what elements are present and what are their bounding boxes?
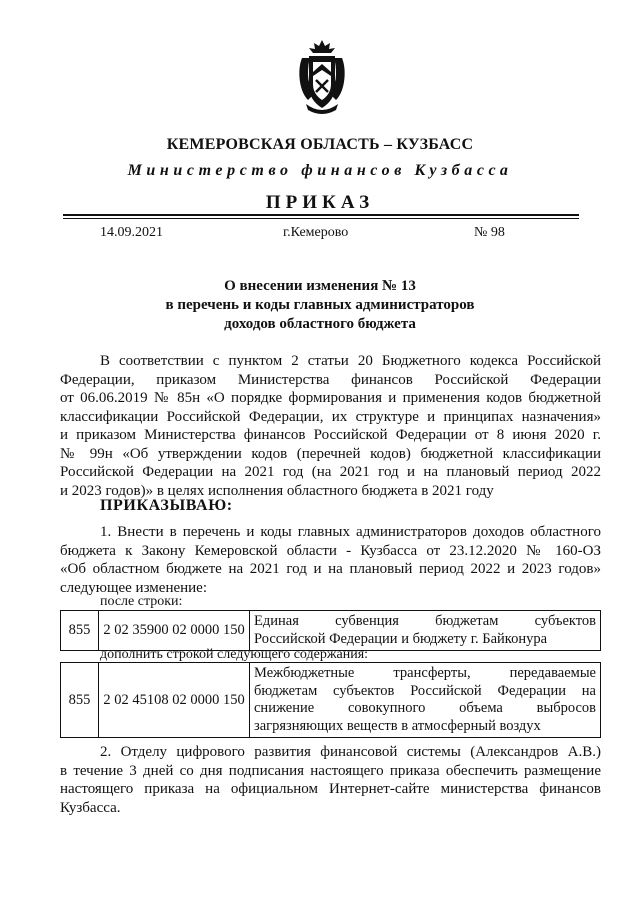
document-city: г.Кемерово: [283, 225, 349, 240]
text-line: «Об областном бюджете на 2021 год и на плановый период 2022 и 2023 годов»: [60, 561, 601, 577]
document-type: ПРИКАЗ: [265, 192, 375, 213]
item-1-paragraph: [60, 523, 601, 597]
income-name-cell: [250, 611, 601, 651]
document-number: № 98: [474, 225, 505, 240]
item-2-paragraph: [60, 743, 601, 817]
new-row-table: [60, 662, 601, 738]
text-line: 1. Внести в перечень и коды главных администраторов доходов областного: [100, 524, 601, 540]
text-line: Федерации, приказом Министерства финансов Российской Федерации: [60, 371, 601, 388]
text-line: бюджета к Закону Кемеровской области - Кузбасса от 23.12.2020 № 160-ОЗ: [60, 542, 601, 559]
document-date: 14.09.2021: [100, 225, 163, 240]
admin-code-cell: 855: [61, 611, 99, 651]
ministry-name: Министерство финансов Кузбасса: [127, 162, 513, 179]
table-row: [61, 611, 601, 651]
admin-code-cell: 855: [61, 663, 99, 738]
table-row: [61, 663, 601, 738]
region-name: КЕМЕРОВСКАЯ ОБЛАСТЬ – КУЗБАСС: [166, 136, 474, 153]
cell-line: бюджетам субъектов Российской Федерации на: [254, 682, 596, 699]
preamble-paragraph: [60, 352, 601, 500]
cell-line: загрязняющих веществ в атмосферный воздух: [254, 717, 541, 734]
kbk-cell: 2 02 35900 02 0000 150: [99, 611, 250, 651]
text-line: 2. Отделу цифрового развития финансовой системы (Александров А.В.): [100, 744, 601, 760]
cell-line: Единая субвенция бюджетам субъектов: [254, 613, 596, 629]
document-title: [0, 277, 640, 334]
text-line: № 99н «Об утверждении кодов (перечней кодов) бюджетной классификации: [60, 445, 601, 462]
cell-line: снижение совокупного объема выбросов: [254, 700, 596, 716]
text-line: настоящего приказа на официальном Интернет-сайте министерства финансов: [60, 781, 601, 797]
cell-line: Российской Федерации и бюджету г. Байконура: [254, 630, 548, 647]
add-row-label: дополнить строкой следующего содержания:: [100, 647, 369, 662]
text-line: и 2023 годов)» в целях исполнения областного бюджета в 2021 году: [60, 482, 494, 499]
title-line: в перечень и коды главных администраторов: [165, 297, 475, 313]
text-line: Российской Федерации на 2021 год (на 2021 год и на плановый период 2022: [60, 464, 601, 480]
text-line: следующее изменение:: [60, 579, 208, 596]
text-line: Кузбасса.: [60, 799, 121, 816]
text-line: и приказом Министерства финансов Российской Федерации от 8 июня 2020 г.: [60, 427, 601, 443]
existing-row-table: [60, 610, 601, 651]
after-row-label: после строки:: [100, 594, 183, 609]
kbk-cell: 2 02 45108 02 0000 150: [99, 663, 250, 738]
header-divider-thin: [63, 218, 579, 219]
title-line: О внесении изменения № 13: [224, 278, 416, 294]
header-divider-thick: [63, 214, 579, 216]
coat-of-arms-icon: [296, 38, 348, 116]
text-line: В соответствии с пунктом 2 статьи 20 Бюджетного кодекса Российской: [100, 353, 601, 369]
income-name-cell: [250, 663, 601, 738]
cell-line: Межбюджетные трансферты, передаваемые: [254, 665, 596, 681]
order-word: ПРИКАЗЫВАЮ:: [100, 497, 233, 514]
title-line: доходов областного бюджета: [224, 316, 416, 332]
text-line: от 06.06.2019 № 85н «О порядке формирования и применения кодов бюджетной: [60, 390, 601, 406]
text-line: в течение 3 дней со дня подписания настоящего приказа обеспечить размещение: [60, 762, 601, 779]
text-line: классификации Российской Федерации, их структуре и принципах назначения»: [60, 408, 601, 425]
